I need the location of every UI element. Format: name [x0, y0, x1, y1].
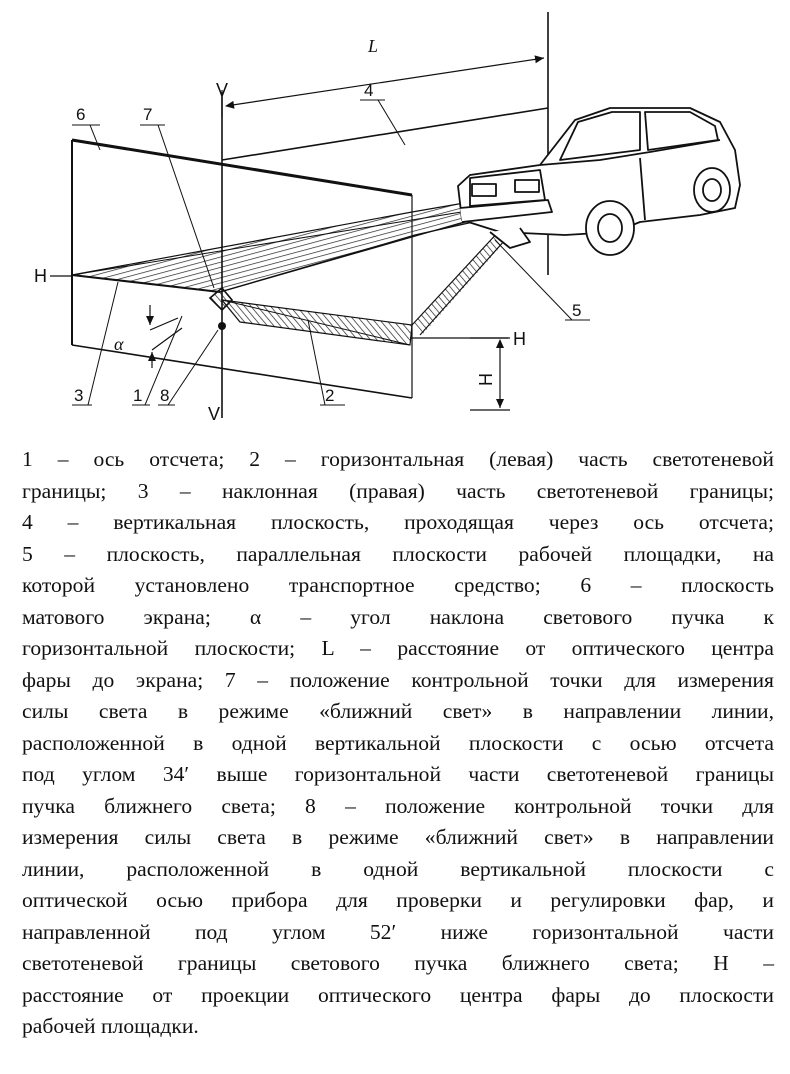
- label-5: 5: [572, 301, 582, 320]
- caption-line: 1 – ось отсчета; 2 – горизонтальная (левая) часть светотеневой: [22, 447, 774, 471]
- caption-line: силы света в режиме «ближний свет» в направлении линии,: [22, 699, 774, 723]
- caption-line: расположенной в одной вертикальной плоскости с осью отсчета: [22, 730, 774, 755]
- caption-line: фары до экрана; 7 – положение контрольной точки для измерения: [22, 667, 774, 692]
- caption-line: которой установлено транспортное средство; 6 – плоскость: [22, 573, 774, 597]
- h-right-label: H: [513, 329, 526, 349]
- label-7: 7: [143, 105, 153, 124]
- label-2: 2: [325, 386, 335, 405]
- v-bottom-label: V: [208, 404, 221, 424]
- caption-line: матового экрана; α – угол наклона светового пучка к: [22, 604, 774, 629]
- headlight-beam-diagram: [0, 0, 790, 440]
- caption-line: пучка ближнего света; 8 – положение контрольной точки для: [22, 793, 774, 818]
- caption-line: измерения силы света в режиме «ближний свет» в направлении: [22, 825, 774, 849]
- caption-line: линии, расположенной в одной вертикальной плоскости с: [22, 856, 774, 881]
- label-1: 1: [133, 386, 143, 405]
- caption-line: горизонтальной плоскости; L – расстояние от оптического центра: [22, 636, 774, 660]
- figure-caption: [22, 444, 774, 1043]
- v-top-label: V: [216, 80, 229, 100]
- label-3: 3: [74, 386, 84, 405]
- ground-plane-strip: [412, 230, 510, 335]
- caption-line: 5 – плоскость, параллельная плоскости рабочей площадки, на: [22, 541, 774, 566]
- caption-line: 4 – вертикальная плоскость, проходящая через ось отсчета;: [22, 510, 774, 534]
- h-left-label: H: [34, 266, 47, 286]
- caption-line: направленной под углом 52′ ниже горизонтальной части: [22, 919, 774, 944]
- label-6: 6: [76, 105, 86, 124]
- car-illustration: [458, 108, 740, 255]
- h-dimension-label: H: [476, 373, 496, 386]
- l-dimension-label: L: [368, 36, 379, 56]
- label-4: 4: [364, 81, 374, 100]
- caption-line: светотеневой границы светового пучка ближнего света; Н –: [22, 951, 774, 975]
- alpha-label: α: [114, 334, 124, 354]
- caption-line: оптической осью прибора для проверки и регулировки фар, и: [22, 888, 774, 912]
- caption-line: под углом 34′ выше горизонтальной части светотеневой границы: [22, 762, 774, 786]
- label-8: 8: [160, 386, 170, 405]
- caption-line: рабочей площадки.: [22, 1014, 199, 1038]
- caption-line: границы; 3 – наклонная (правая) часть светотеневой границы;: [22, 478, 774, 503]
- caption-line: расстояние от проекции оптического центра фары до плоскости: [22, 982, 774, 1007]
